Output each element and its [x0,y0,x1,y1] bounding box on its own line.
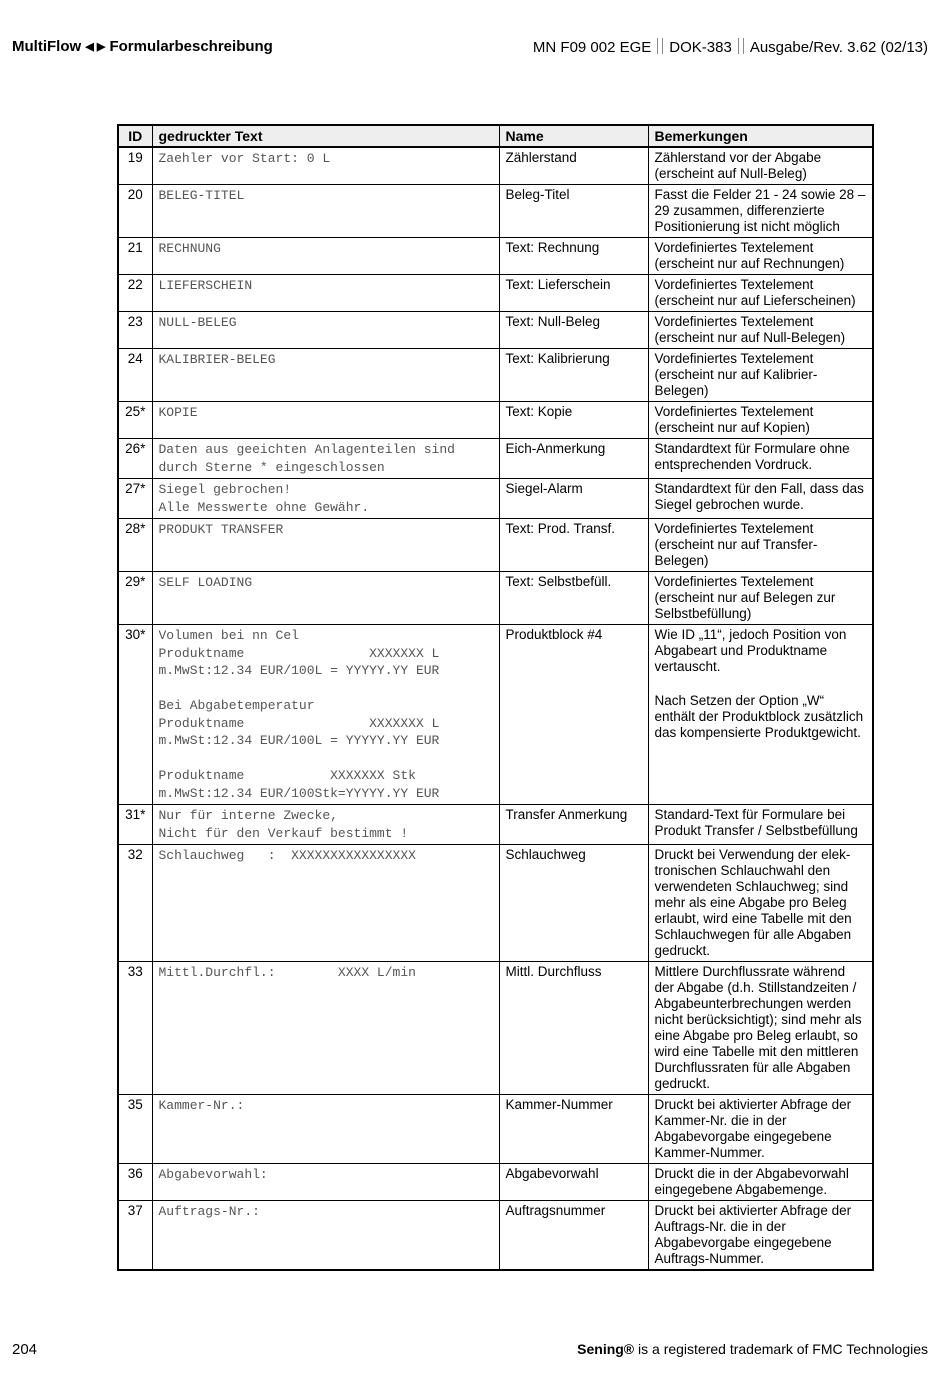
table-row [118,805,873,845]
header-product: MultiFlow [12,38,82,55]
row-name: Text: Kopie [499,402,648,439]
row-id: 28* [118,519,152,572]
table-row [118,479,873,519]
column-header-id: ID [118,125,152,147]
header-doc-info [533,38,928,56]
row-remark [648,805,873,845]
row-remark [648,312,873,349]
row-id: 27* [118,479,152,519]
page-number: 204 [12,1341,38,1358]
row-remark [648,1164,873,1201]
edition: Ausgabe/Rev. 3.62 (02/13) [749,39,928,56]
remark-text: Vordefiniertes Textelement (erscheint nur auf Null-Belegen) [654,314,846,345]
row-name: Zählerstand [499,147,648,185]
dok-number: DOK-383 [669,39,732,56]
row-remark [648,479,873,519]
table-row [118,439,873,479]
remark-text: Standardtext für den Fall, dass das Siegel gebrochen wurde. [654,481,864,512]
row-printed-text: Kammer-Nr.: [152,1095,499,1164]
row-name: Produktblock #4 [499,625,648,805]
row-name: Mittl. Durchfluss [499,962,648,1095]
row-id: 26* [118,439,152,479]
table-row [118,147,873,185]
row-remark [648,1201,873,1271]
remark-text: Standardtext für Formulare ohne entsprechenden Vordruck. [654,441,850,472]
left-right-arrows-icon: ◀ ▶ [85,41,106,53]
row-printed-text: Schlauchweg : XXXXXXXXXXXXXXXX [152,845,499,962]
row-printed-text: Abgabevorwahl: [152,1164,499,1201]
column-header-name: Name [499,125,648,147]
paragraph-gap [655,675,868,693]
table-row [118,962,873,1095]
row-remark [648,845,873,962]
row-id: 25* [118,402,152,439]
row-name: Text: Rechnung [499,238,648,275]
row-remark [648,185,873,238]
table-row [118,519,873,572]
header-section: Formularbeschreibung [109,38,273,55]
row-remark [648,349,873,402]
row-name: Auftragsnummer [499,1201,648,1271]
row-remark [648,962,873,1095]
separator [657,38,663,54]
row-name: Abgabevorwahl [499,1164,648,1201]
remark-text: Druckt die in der Abgabevorwahl eingegebene Abgabemenge. [654,1166,849,1197]
row-id: 30* [118,625,152,805]
table-row [118,238,873,275]
row-id: 19 [118,147,152,185]
row-printed-text: Nur für interne Zwecke, Nicht für den Verkauf bestimmt ! [152,805,499,845]
row-name: Text: Selbstbefüll. [499,572,648,625]
row-remark [648,402,873,439]
row-name: Kammer-Nummer [499,1095,648,1164]
row-remark [648,275,873,312]
row-name: Schlauchweg [499,845,648,962]
table-row [118,572,873,625]
row-id: 20 [118,185,152,238]
row-name: Transfer Anmerkung [499,805,648,845]
table-row [118,1095,873,1164]
form-fields-table [117,124,874,1271]
row-printed-text: Zaehler vor Start: 0 L [152,147,499,185]
row-printed-text: KALIBRIER-BELEG [152,349,499,402]
remark-text: Druckt bei aktivierter Abfrage der Auftrags-Nr. die in der Abgabevorgabe eingegebene Auftrags-Nummer. [654,1203,852,1266]
remark-text: Druckt bei aktivierter Abfrage der Kammer-Nr. die in der Abgabevorgabe eingegebene Kammer-Nummer. [654,1097,852,1160]
remark-text: Fasst die Felder 21 - 24 sowie 28 – 29 zusammen, differenzierte Positionierung ist nicht möglich [654,187,866,234]
remark-text: Zählerstand vor der Abgabe (erscheint auf Null-Beleg) [654,150,822,181]
remark-text-2: Nach Setzen der Option „W“ enthält der Produktblock zusätzlich das kompensierte Produktgewicht. [654,693,864,740]
row-id: 24 [118,349,152,402]
table-row [118,845,873,962]
doc-number: MN F09 002 EGE [532,39,652,56]
trademark-text: is a registered trademark of FMC Technologies [638,1341,928,1357]
row-name: Beleg-Titel [499,185,648,238]
row-remark [648,238,873,275]
row-name: Text: Lieferschein [499,275,648,312]
row-id: 32 [118,845,152,962]
row-printed-text: NULL-BELEG [152,312,499,349]
row-remark [648,519,873,572]
row-printed-text: Auftrags-Nr.: [152,1201,499,1271]
row-printed-text: RECHNUNG [152,238,499,275]
row-remark [648,572,873,625]
remark-text: Standard-Text für Formulare bei Produkt Transfer / Selbstbefüllung [654,807,858,838]
row-id: 21 [118,238,152,275]
row-id: 35 [118,1095,152,1164]
row-printed-text: PRODUKT TRANSFER [152,519,499,572]
trademark-notice [577,1341,928,1357]
remark-text: Vordefiniertes Textelement (erscheint nur auf Transfer-Belegen) [654,521,818,568]
remark-text: Vordefiniertes Textelement (erscheint nur auf Belegen zur Selbstbefüllung) [654,574,836,621]
row-id: 33 [118,962,152,1095]
row-remark [648,439,873,479]
remark-text: Mittlere Durchflussrate während der Abgabe (d.h. Stillstandzeiten / Abgabeunterbrechungen werden nicht berücksichtigt); sind mehr als eine Abgabe pro Beleg erlaubt, so wird eine Tabelle mit den mittleren Durchflussraten für alle Abgaben gedruckt. [654,964,862,1091]
brand-name: Sening® [577,1341,635,1357]
separator [738,38,744,54]
table-row [118,275,873,312]
header-title [12,38,273,55]
row-printed-text: Volumen bei nn Cel Produktname XXXXXXX L m.MwSt:12.34 EUR/100L = YYYYY.YY EUR Bei Abgabetemperatur Produktname XXXXXXX L m.MwSt:12.34 EUR/100L = YYYYY.YY EUR Produktname XXXXXXX Stk m.MwSt:12.34 EUR/100Stk=YYYYY.YY EUR [152,625,499,805]
row-printed-text: BELEG-TITEL [152,185,499,238]
row-id: 22 [118,275,152,312]
remark-text: Wie ID „11“, jedoch Position von Abgabeart und Produktname vertauscht. [654,627,847,674]
row-remark [648,625,873,805]
table-row [118,349,873,402]
remark-text: Vordefiniertes Textelement (erscheint nur auf Rechnungen) [654,240,845,271]
column-header-remarks: Bemerkungen [648,125,873,147]
row-name: Text: Kalibrierung [499,349,648,402]
page-header [12,38,928,60]
row-id: 29* [118,572,152,625]
table-row [118,185,873,238]
row-printed-text: Mittl.Durchfl.: XXXX L/min [152,962,499,1095]
row-printed-text: Siegel gebrochen! Alle Messwerte ohne Gewähr. [152,479,499,519]
row-id: 23 [118,312,152,349]
row-id: 37 [118,1201,152,1271]
table-row [118,312,873,349]
remark-text: Vordefiniertes Textelement (erscheint nur auf Kalibrier-Belegen) [654,351,818,398]
row-name: Text: Prod. Transf. [499,519,648,572]
row-remark [648,1095,873,1164]
column-header-printed-text: gedruckter Text [152,125,499,147]
remark-text: Vordefiniertes Textelement (erscheint nur auf Kopien) [654,404,814,435]
row-printed-text: Daten aus geeichten Anlagenteilen sind durch Sterne * eingeschlossen [152,439,499,479]
row-printed-text: SELF LOADING [152,572,499,625]
row-printed-text: KOPIE [152,402,499,439]
remark-text: Vordefiniertes Textelement (erscheint nur auf Lieferscheinen) [654,277,856,308]
table-header-row [118,125,873,147]
row-id: 31* [118,805,152,845]
row-remark [648,147,873,185]
table-row [118,402,873,439]
table-row [118,1201,873,1271]
row-printed-text: LIEFERSCHEIN [152,275,499,312]
row-name: Siegel-Alarm [499,479,648,519]
table-row [118,625,873,805]
row-name: Eich-Anmerkung [499,439,648,479]
remark-text: Druckt bei Verwendung der elek-tronischen Schlauchwahl den verwendeten Schlauchweg; sind mehr als eine Abgabe pro Beleg erlaubt, wird eine Tabelle mit den Schlauchwegen für alle Abgaben gedruckt. [654,847,852,958]
table-row [118,1164,873,1201]
row-id: 36 [118,1164,152,1201]
row-name: Text: Null-Beleg [499,312,648,349]
